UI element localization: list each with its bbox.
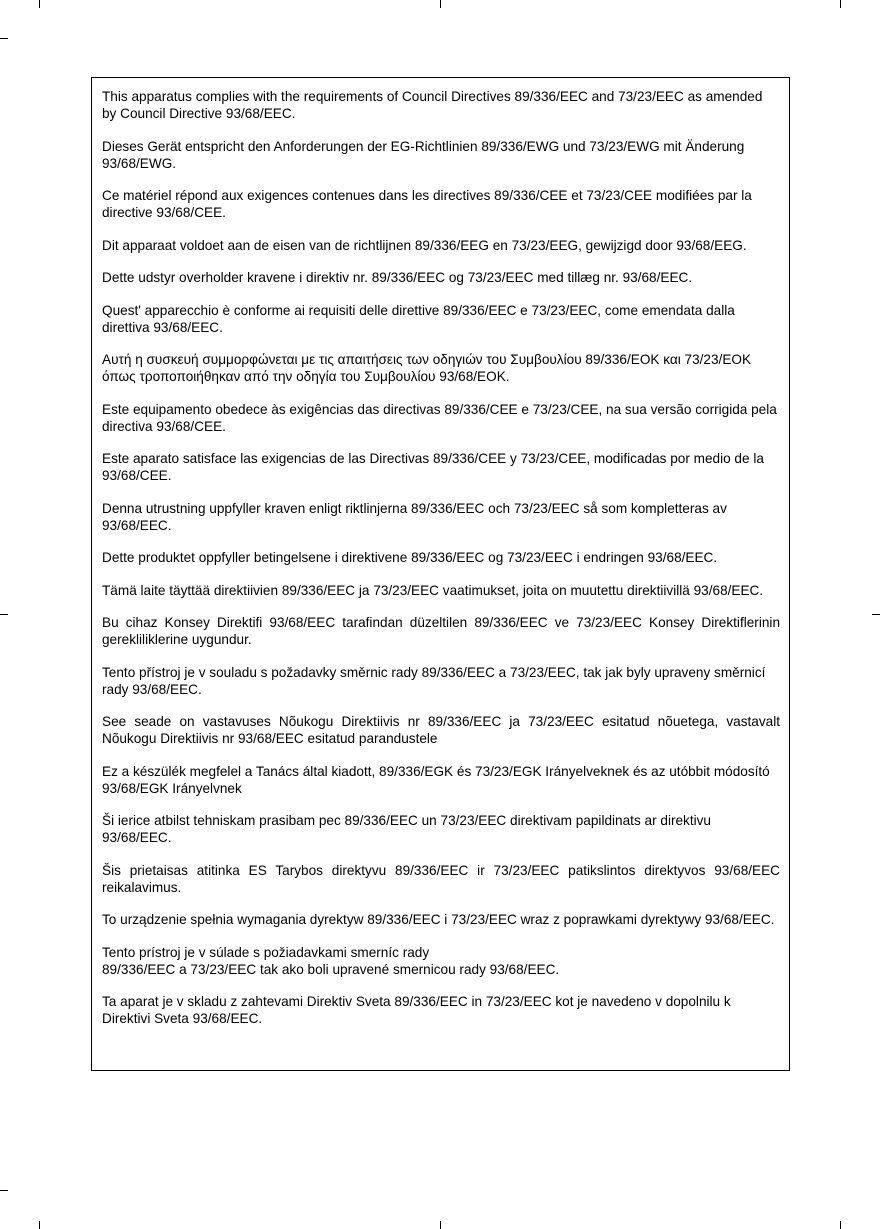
crop-mark-left-top [0,38,8,39]
compliance-paragraph-pl: To urządzenie spełnia wymagania dyrektyw 89/336/EEC i 73/23/EEC wraz z poprawkami dyrektywy 93/68/EEC. [102,912,775,927]
compliance-paragraph-hu: Ez a készülék megfelel a Tanács által kiadott, 89/336/EGK és 73/23/EGK Irányelveknek és az utóbbit módosító 93/68/EGK Irányelvnek [102,763,770,796]
crop-mark-bottom-right [840,1221,841,1229]
compliance-paragraph-sl: Ta aparat je v skladu z zahtevami Direktiv Sveta 89/336/EEC in 73/23/EEC kot je navedeno v dopolnilu k Direktivi Sveta 93/68/EEC. [102,994,731,1026]
compliance-paragraph-tr: Bu cihaz Konsey Direktifi 93/68/EEC tarafindan düzeltilen 89/336/EEC ve 73/23/EEC Konsey Direktiflerinin gerekliliklerine uygundur. [102,615,780,647]
crop-mark-top-right [840,0,841,8]
crop-mark-bottom-left [39,1221,40,1229]
compliance-paragraph-nl: Dit apparaat voldoet aan de eisen van de richtlijnen 89/336/EEG en 73/23/EEG, gewijzigd door 93/68/EEG. [102,237,747,253]
crop-mark-left-bottom [0,1190,8,1191]
compliance-paragraph-fr: Ce matériel répond aux exigences contenues dans les directives 89/336/CEE et 73/23/CEE modifiées par la directive 93/68/CEE. [102,188,752,220]
crop-mark-left-middle [0,614,8,615]
compliance-paragraph-pt: Este equipamento obedece às exigências das directivas 89/336/CEE e 73/23/CEE, na sua versão corrigida pela directiva 93/68/CEE. [102,401,777,434]
crop-mark-top-center [440,0,441,8]
compliance-paragraph-fi: Tämä laite täyttää direktiivien 89/336/EEC ja 73/23/EEC vaatimukset, joita on muutettu direktiivillä 93/68/EEC. [102,582,764,598]
compliance-paragraph-sk-line: Tento prístroj je v súlade s požiadavkami smerníc rady [102,944,430,960]
compliance-paragraph-es: Este aparato satisface las exigencias de las Directivas 89/336/CEE y 73/23/CEE, modificadas por medio de la 93/68/CEE. [102,451,764,483]
compliance-paragraph-et: See seade on vastavuses Nõukogu Direktiivis nr 89/336/EEC ja 73/23/EEC esitatud nõuetega, vastavalt Nõukogu Direktiivis nr 93/68/EEC esitatud parandustele [102,714,780,746]
compliance-paragraph-cs: Tento přístroj je v souladu s požadavky směrnic rady 89/336/EEC a 73/23/EEC, tak jak byly upraveny směrnicí rady 93/68/EEC. [102,664,766,697]
compliance-paragraph-it: Quest' apparecchio è conforme ai requisiti delle direttive 89/336/EEC e 73/23/EEC, come emendata dalla direttiva 93/68/EEC. [102,302,735,335]
compliance-paragraph-no: Dette produktet oppfyller betingelsene i direktivene 89/336/EEC og 73/23/EEC i endringen 93/68/EEC. [102,550,718,565]
compliance-paragraph-sk [102,944,780,978]
compliance-paragraph-de: Dieses Gerät entspricht den Anforderungen der EG-Richtlinien 89/336/EWG und 73/23/EWG mit Änderung 93/68/EWG. [102,138,745,171]
compliance-statement-box [91,77,790,1071]
compliance-paragraph-sk-line: 89/336/EEC a 73/23/EEC tak ako boli upravené smernicou rady 93/68/EEC. [102,961,560,977]
compliance-paragraph-sv: Denna utrustning uppfyller kraven enligt riktlinjerna 89/336/EEC och 73/23/EEC så som kompletteras av 93/68/EEC. [102,500,727,533]
compliance-paragraph-lt: Šis prietaisas atitinka ES Tarybos direktyvu 89/336/EEC ir 73/23/EEC patikslintos direktyvos 93/68/EEC reikalavimus. [102,862,780,895]
compliance-paragraph-lv: Ši ierice atbilst tehniskam prasibam pec 89/336/EEC un 73/23/EEC direktivam papildinats ar direktivu 93/68/EEC. [102,813,711,845]
crop-mark-bottom-center [440,1221,441,1229]
compliance-paragraph-da: Dette udstyr overholder kravene i direktiv nr. 89/336/EEC og 73/23/EEC med tillæg nr. 93/68/EEC. [102,270,693,285]
crop-mark-top-left [39,0,40,8]
crop-mark-right-middle [872,614,880,615]
compliance-paragraph-en: This apparatus complies with the requirements of Council Directives 89/336/EEC and 73/23/EEC as amended by Council Directive 93/68/EEC. [102,89,763,121]
compliance-paragraph-el: Αυτή η συσκευή συμμορφώνεται με τις απαιτήσεις των οδηγιών του Συμβουλίου 89/336/ΕΟΚ και 73/23/ΕΟΚ όπως τροποποιήθηκαν από την οδηγία του Συμβουλίου 93/68/ΕΟΚ. [102,352,752,384]
